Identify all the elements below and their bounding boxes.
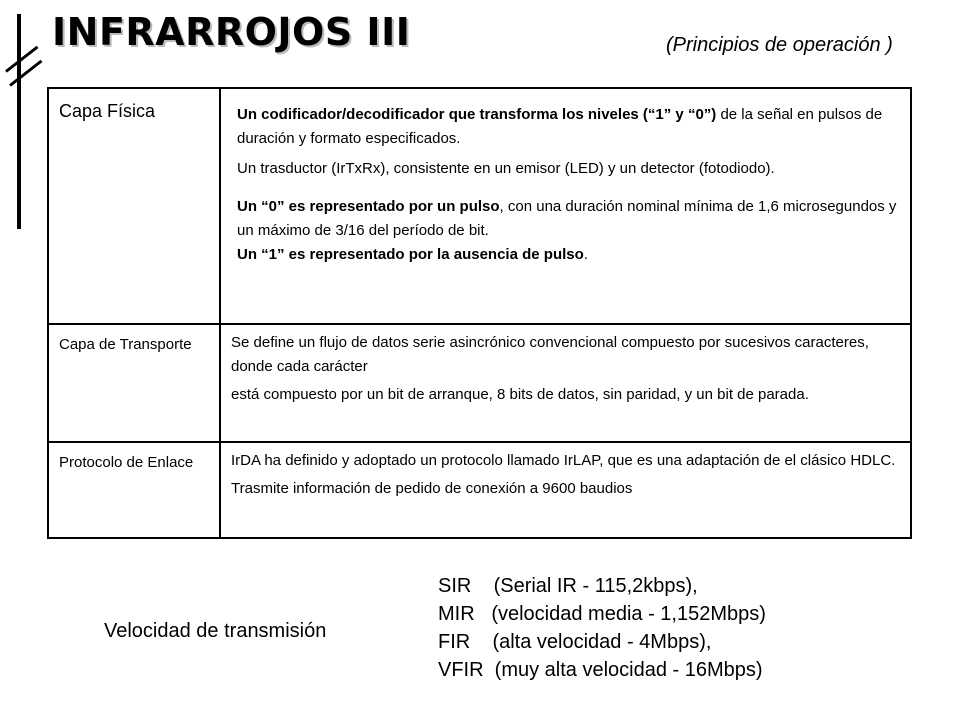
paragraph-codificador: Un codificador/decodificador que transforma los niveles (“1” y “0”) de la señal en pulsos de duración y formato especificados.: [237, 106, 883, 147]
table-row-capa-transporte: [48, 324, 911, 442]
speed-item-mir: MIR (velocidad media - 1,152Mbps): [438, 603, 766, 625]
row-content-capa-fisica: [220, 88, 911, 324]
speed-item-sir: SIR (Serial IR - 115,2kbps),: [438, 575, 698, 597]
paragraph-irlap: IrDA ha definido y adoptado un protocolo llamado IrLAP, que es una adaptación de el clásico HDLC.: [231, 452, 896, 469]
speed-label: Velocidad de transmisión: [104, 620, 327, 642]
paragraph-bits: está compuesto por un bit de arranque, 8 bits de datos, sin paridad, y un bit de parada.: [231, 386, 809, 403]
table-row-capa-fisica: [48, 88, 911, 324]
paragraph-baudios: Trasmite información de pedido de conexión a 9600 baudios: [231, 480, 633, 497]
speed-item-vfir: VFIR (muy alta velocidad - 16Mbps): [438, 659, 763, 681]
row-content-capa-transporte: [220, 324, 911, 442]
paragraph-flujo: Se define un flujo de datos serie asincrónico convencional compuesto por sucesivos caracteres, donde cada carácter: [231, 334, 869, 375]
row-label-protocolo-enlace: Protocolo de Enlace: [48, 442, 220, 538]
paragraph-cero: Un “0” es representado por un pulso, con una duración nominal mínima de 1,6 microsegundos y un máximo de 3/16 del período de bit.: [237, 198, 897, 239]
operation-principles-table: [47, 87, 912, 539]
speed-list: [438, 572, 766, 684]
row-label-capa-transporte: Capa de Transporte: [48, 324, 220, 442]
page-subtitle: (Principios de operación ): [666, 34, 893, 56]
page-title: INFRARROJOS III: [52, 10, 411, 54]
speed-item-fir: FIR (alta velocidad - 4Mbps),: [438, 631, 712, 653]
row-content-protocolo-enlace: [220, 442, 911, 538]
table-row-protocolo-enlace: [48, 442, 911, 538]
paragraph-trasductor: Un trasductor (IrTxRx), consistente en un emisor (LED) y un detector (fotodiodo).: [237, 160, 775, 177]
row-label-capa-fisica: Capa Física: [48, 88, 220, 324]
decorative-vertical-line: [17, 14, 21, 229]
paragraph-uno: Un “1” es representado por la ausencia de pulso.: [237, 246, 588, 263]
